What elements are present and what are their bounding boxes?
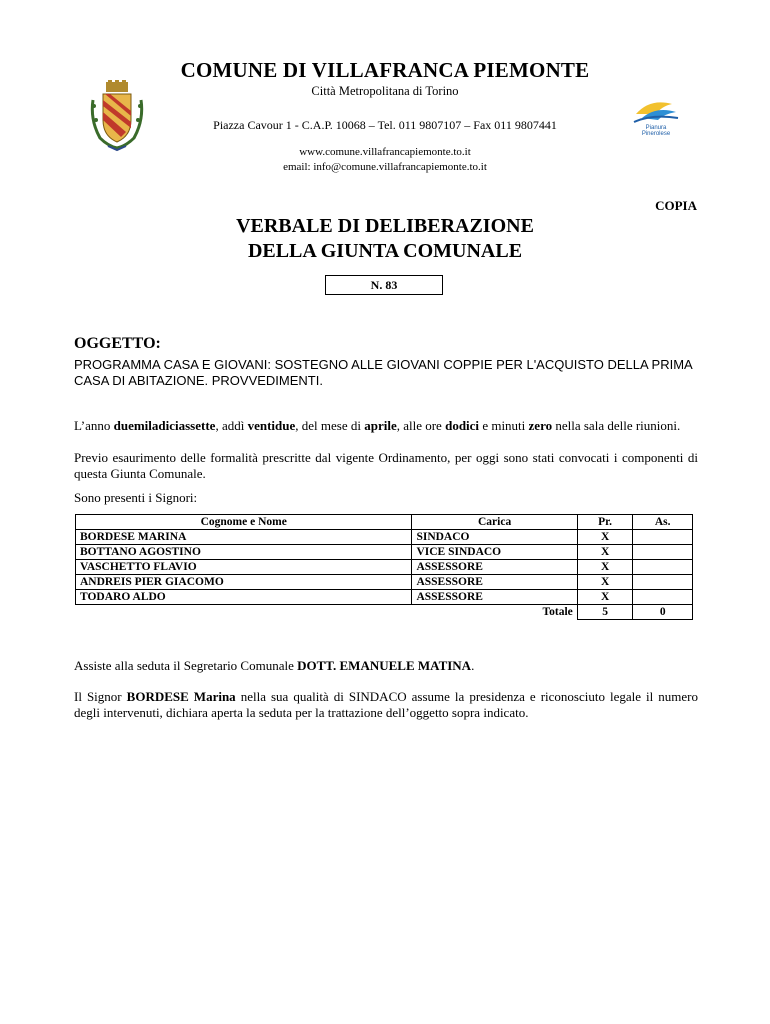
text-fragment: , del mese di: [295, 418, 365, 433]
copy-label: COPIA: [655, 198, 697, 213]
text-fragment: Assiste alla seduta il Segretario Comunale: [74, 658, 298, 673]
header-name: Cognome e Nome: [76, 515, 412, 530]
president-paragraph: [74, 689, 698, 721]
document-title-line1: VERBALE DI DELIBERAZIONE: [236, 215, 534, 237]
text-fragment: Il Signor: [74, 689, 127, 704]
attendance-table: [75, 514, 693, 620]
table-row: [76, 530, 693, 545]
svg-text:Pianura: Pianura: [645, 125, 667, 131]
member-name: BOTTANO AGOSTINO: [76, 545, 412, 560]
table-row: [76, 560, 693, 575]
member-name: VASCHETTO FLAVIO: [76, 560, 412, 575]
meeting-minutes: zero: [528, 418, 553, 433]
meeting-year: duemiladiciassette: [113, 418, 216, 433]
secretary-paragraph: [74, 658, 698, 674]
present-members-intro: Sono presenti i Signori:: [74, 490, 198, 505]
member-role: SINDACO: [412, 530, 577, 545]
municipality-address: Piazza Cavour 1 - C.A.P. 10068 – Tel. 011 9807107 – Fax 011 9807441: [213, 118, 557, 132]
table-row: [76, 545, 693, 560]
text-fragment: L’anno: [74, 418, 114, 433]
subject-label: OGGETTO:: [74, 335, 161, 352]
member-name: ANDREIS PIER GIACOMO: [76, 575, 412, 590]
member-role: ASSESSORE: [412, 575, 577, 590]
text-fragment: nella sala delle riunioni.: [552, 418, 681, 433]
text-fragment: , alle ore: [396, 418, 446, 433]
header-role: Carica: [412, 515, 577, 530]
municipality-subtitle: Città Metropolitana di Torino: [311, 84, 459, 98]
convocation-paragraph: Previo esaurimento delle formalità prescritte dal vigente Ordinamento, per oggi sono stati convocati i componenti di questa Giunta Comunale.: [74, 450, 698, 481]
document-title-line2: DELLA GIUNTA COMUNALE: [247, 240, 523, 262]
meeting-date-paragraph: [74, 418, 698, 434]
header-absent: As.: [633, 515, 693, 530]
meeting-hour: dodici: [445, 418, 480, 433]
member-present: X: [577, 545, 633, 560]
president-name: BORDESE Marina: [126, 689, 236, 704]
header-present: Pr.: [577, 515, 633, 530]
meeting-day: ventidue: [247, 418, 296, 433]
member-name: TODARO ALDO: [76, 590, 412, 605]
svg-text:Pinerolese: Pinerolese: [641, 131, 671, 136]
total-absent: 0: [633, 605, 693, 620]
municipality-email: email: info@comune.villafrancapiemonte.to.it: [283, 161, 487, 173]
deliberation-number: N. 83: [325, 275, 443, 295]
member-absent: [633, 530, 693, 545]
member-role: VICE SINDACO: [412, 545, 577, 560]
member-absent: [633, 575, 693, 590]
text-fragment: e minuti: [479, 418, 529, 433]
text-fragment: .: [471, 658, 475, 673]
text-fragment: nella sua qualità di SINDACO assume la presidenza e riconosciuto legale il numero degli intervenuti, dichiara aperta la seduta per la trattazione dell’oggetto sopra indicato.: [74, 689, 698, 720]
municipality-website: www.comune.villafrancapiemonte.to.it: [299, 146, 471, 158]
member-absent: [633, 590, 693, 605]
empty-cell: [76, 605, 412, 620]
member-present: X: [577, 575, 633, 590]
member-role: ASSESSORE: [412, 590, 577, 605]
table-row: [76, 590, 693, 605]
member-present: X: [577, 530, 633, 545]
member-present: X: [577, 560, 633, 575]
total-present: 5: [577, 605, 633, 620]
meeting-month: aprile: [364, 418, 397, 433]
secretary-name: DOTT. EMANUELE MATINA: [297, 658, 472, 673]
document-title: [0, 214, 770, 264]
member-role: ASSESSORE: [412, 560, 577, 575]
text-fragment: , addì: [215, 418, 248, 433]
member-name: BORDESE MARINA: [76, 530, 412, 545]
total-label: Totale: [542, 606, 573, 619]
table-row: [76, 575, 693, 590]
member-absent: [633, 545, 693, 560]
table-header-row: [76, 515, 693, 530]
member-absent: [633, 560, 693, 575]
member-present: X: [577, 590, 633, 605]
subject-text: PROGRAMMA CASA E GIOVANI: SOSTEGNO ALLE GIOVANI COPPIE PER L'ACQUISTO DELLA PRIMA CASA DI ABITAZIONE. PROVVEDIMENTI.: [74, 357, 692, 388]
municipality-title: COMUNE DI VILLAFRANCA PIEMONTE: [180, 58, 590, 82]
table-total-row: [76, 605, 693, 620]
